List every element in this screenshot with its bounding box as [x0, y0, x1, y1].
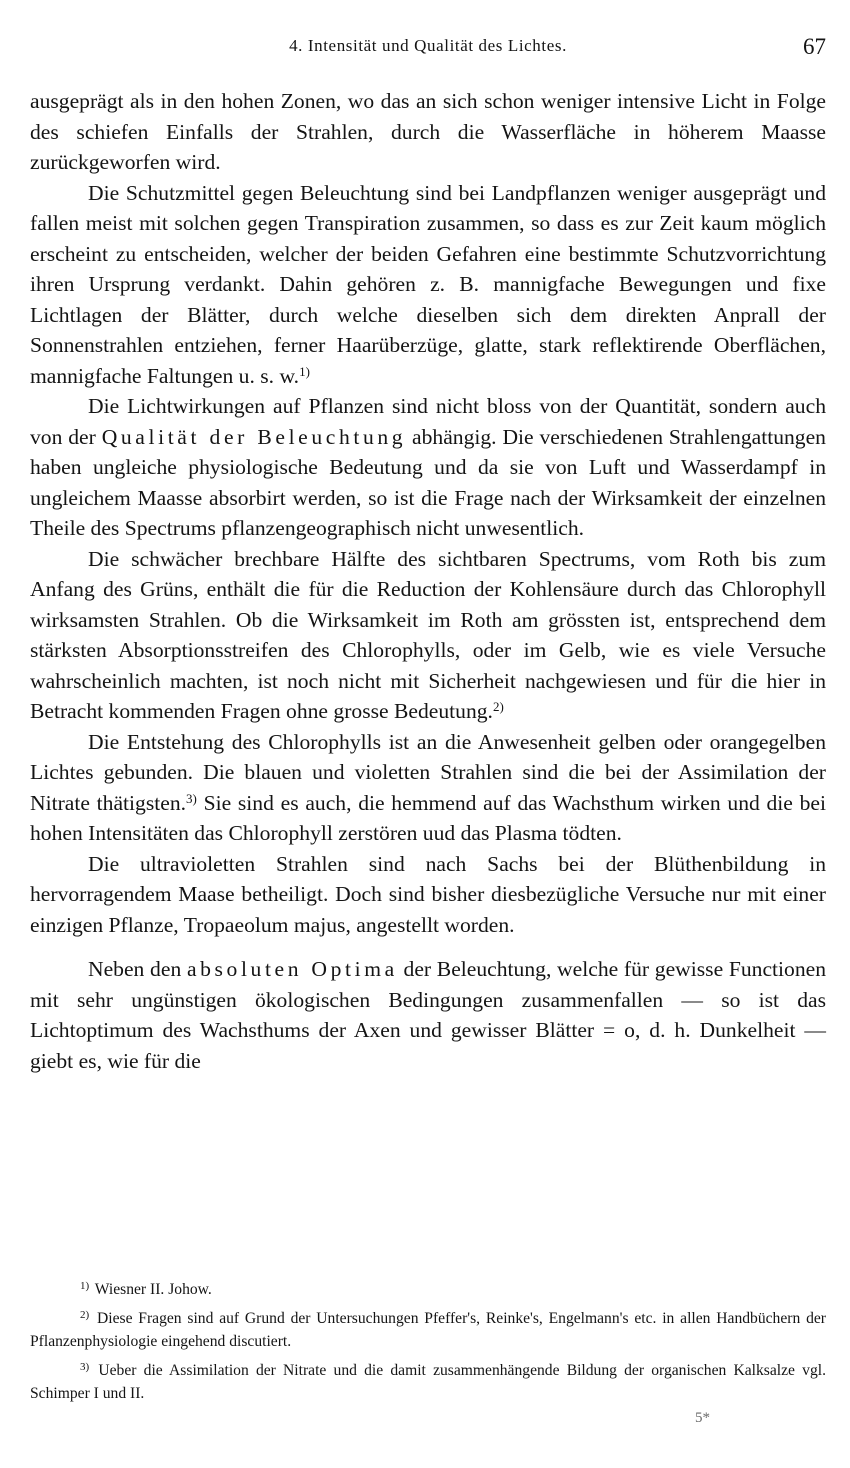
footnote-1	[30, 1278, 826, 1301]
running-head: 4. Intensität und Qualität des Lichtes.	[289, 36, 567, 55]
paragraph-4-text: Die schwächer brechbare Hälfte des sichtbaren Spectrums, vom Roth bis zum Anfang des Grüns, enthält die für die Reduction der Kohlensäure durch das Chlorophyll wirksamsten Strahlen. Ob die Wirksamkeit im Roth am grössten ist, entsprechend dem stärksten Absorptionsstreifen des Chlorophylls, oder im Gelb, wie es viele Versuche wahrscheinlich machten, ist noch nicht mit Sicherheit nachgewiesen und für die hier in Betracht kommenden Fragen ohne grosse Bedeutung.	[30, 546, 826, 723]
paragraph-7	[30, 954, 826, 1076]
spaced-emphasis-qualitaet: Qualität der Beleuchtung	[101, 424, 407, 449]
paragraph-7-text-a: Neben den	[88, 957, 182, 981]
footnote-1-mark: 1)	[80, 1280, 90, 1292]
body-text	[30, 86, 826, 1076]
paragraph-2-text: Die Schutzmittel gegen Beleuchtung sind bei Landpflanzen weniger ausgeprägt und fallen meist mit solchen gegen Transpiration zusammen, so dass es zur Zeit kaum möglich erscheint zu entscheiden, welcher der beiden Gefahren eine bestimmte Schutzvorrichtung ihren Ursprung verdankt. Dahin gehören z. B. mannigfache Bewegungen und fixe Lichtlagen der Blätter, durch welche dieselben sich dem direkten Anprall der Sonnenstrahlen entziehen, ferner Haarüberzüge, glatte, stark reflektirende Oberflächen, mannigfache Faltungen u. s. w.	[30, 180, 826, 388]
footnote-2	[30, 1307, 826, 1353]
paragraph-1-text: ausgeprägt als in den hohen Zonen, wo das an sich schon weniger intensive Licht in Folge des schiefen Einfalls der Strahlen, durch die Wasserfläche in höherem Maasse zurückgeworfen wird.	[30, 89, 826, 174]
paragraph-5-text-a: Die Entstehung des Chlorophylls ist an die Anwesenheit gelben oder orangegelben Lichtes gebunden. Die blauen und violetten Strahlen sind die bei der Assimilation der Nitrate thätigsten.	[30, 729, 826, 815]
page-header	[30, 34, 826, 64]
spaced-emphasis-optima: absoluten Optima	[186, 957, 398, 981]
footnotes	[30, 1278, 826, 1411]
footnote-ref-3: 3)	[186, 790, 197, 806]
page-number: 67	[803, 34, 826, 59]
footnote-ref-2: 2)	[492, 699, 504, 714]
paragraph-6-text: Die ultravioletten Strahlen sind nach Sachs bei der Blüthenbildung in hervorragendem Maase betheiligt. Doch sind bisher diesbezügliche Versuche nur mit einer einzigen Pflanze, Tropaeolum majus, angestellt worden.	[30, 851, 826, 937]
footnote-3	[30, 1359, 826, 1405]
paragraph-5-text-b: Sie sind es auch, die hemmend auf das Wachsthum wirken und die bei hohen Intensitäten das Chlorophyll zerstören uud das Plasma tödten.	[30, 790, 826, 845]
paragraph-7-text-b: der Beleuchtung, welche für gewisse Functionen mit sehr ungünstigen ökologischen Bedingungen zusammenfallen — so ist das Lichtoptimum des Wachsthums der Axen und gewisser Blätter = o, d. h. Dunkelheit — giebt es, wie für die	[30, 957, 827, 1073]
paragraph-3-text-a: Die Lichtwirkungen auf Pflanzen sind nicht bloss von der Quantität, sondern auch von der	[30, 394, 826, 449]
footnote-2-mark: 2)	[80, 1309, 90, 1321]
paragraph-2	[30, 178, 826, 392]
paragraph-3-text-b: abhängig. Die verschiedenen Strahlengattungen haben ungleiche physiologische Bedeutung und da sie von Luft und Wasserdampf in ungleichem Maasse absorbirt werden, so ist die Frage nach der Wirksamkeit der einzelnen Theile des Spectrums pflanzengeographisch nicht unwesentlich.	[30, 424, 826, 540]
footnote-1-text: Wiesner II. Johow.	[94, 1281, 212, 1298]
footnote-3-text: Ueber die Assimilation der Nitrate und die damit zusammenhängende Bildung der organischen Kalksalze vgl. Schimper I und II.	[30, 1362, 826, 1402]
footnote-ref-1: 1)	[299, 363, 310, 379]
paragraph-4	[30, 544, 826, 727]
footnote-3-mark: 3)	[80, 1361, 90, 1373]
paragraph-3	[30, 391, 826, 544]
printer-signature: 5*	[695, 1410, 710, 1426]
paragraph-6	[30, 849, 826, 941]
paragraph-1	[30, 86, 826, 178]
footnote-2-text: Diese Fragen sind auf Grund der Untersuchungen Pfeffer's, Reinke's, Engelmann's etc. in allen Handbüchern der Pflanzenphysiologie eingehend discutiert.	[30, 1310, 826, 1350]
paragraph-5	[30, 727, 826, 849]
